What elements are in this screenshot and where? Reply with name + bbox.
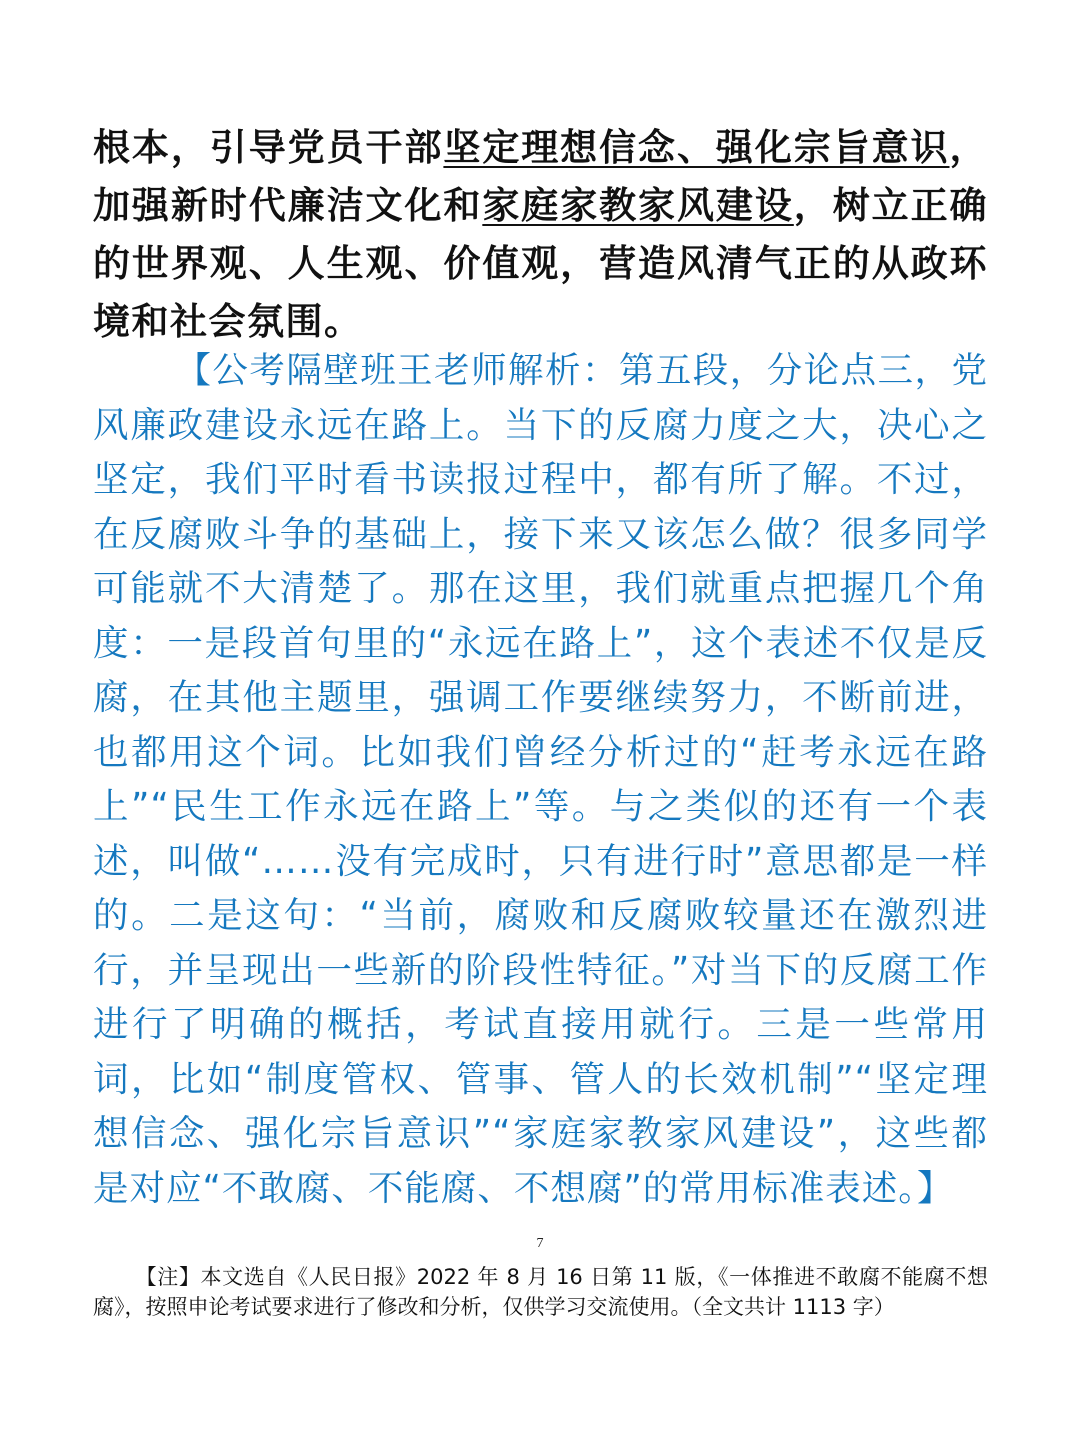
page-number: 7 — [536, 1236, 544, 1251]
analysis-text: 【公考隔壁班王老师解析：第五段，分论点三，党风廉政建设永远在路上。当下的反腐力度之大，决心之坚定，我们平时看书读报过程中，都有所了解。不过，在反腐败斗争的基础上，接下来又该怎么做？很多同学可能就不大清楚了。那在这里，我们就重点把握几个角度：一是段首句里的“永远在路上”，这个表述不仅是反腐，在其他主题里，强调工作要继续努力，不断前进，也都用这个词。比如我们曾经分析过的“赶考永远在路上”“民生工作永远在路上”等。与之类似的还有一个表述，叫做“……没有完成时，只有进行时”意思都是一样的。二是这句：“当前，腐败和反腐败较量还在激烈进行，并呈现出一些新的阶段性特征。”对当下的反腐工作进行了明确的概括，考试直接用就行。三是一些常用词，比如“制度管权、管事、管人的长效机制”“坚定理想信念、强化宗旨意识”“家庭家教家风建设”，这些都是对应“不敢腐、不能腐、不想腐”的常用标准表述。】 — [93, 350, 988, 1209]
body-text-segment: ，加强新时代廉洁文化和 — [93, 125, 989, 227]
body-paragraph — [93, 118, 988, 350]
underlined-phrase: 家庭家教家风建设 — [482, 183, 794, 227]
body-text-segment: ，树立正确的世界观、人生观、价值观，营造风清气正的从政环境和社会氛围。 — [93, 183, 989, 343]
analysis-paragraph — [93, 344, 988, 1216]
underlined-phrase: 坚定理想信念、强化宗旨意识 — [443, 125, 950, 169]
footnote-text: 【注】本文选自《人民日报》2022 年 8 月 16 日第 11 版，《一体推进不敢腐不能腐不想腐》，按照申论考试要求进行了修改和分析，仅供学习交流使用。（全文共计 1113 字） — [93, 1265, 988, 1319]
footnote — [93, 1262, 988, 1322]
body-text-segment: 根本，引导党员干部 — [93, 125, 444, 169]
